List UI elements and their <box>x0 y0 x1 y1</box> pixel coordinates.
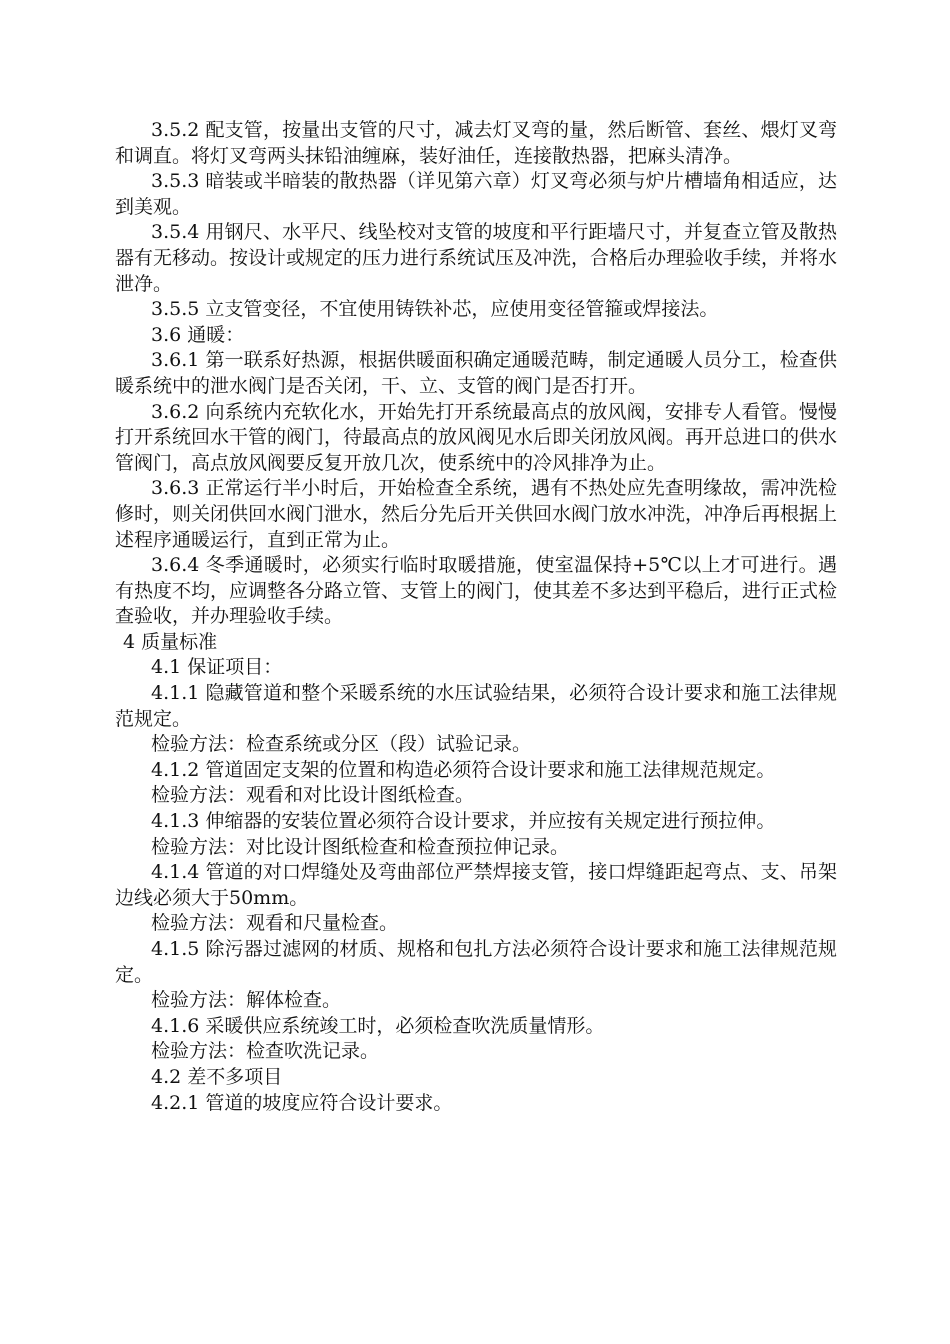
inspection-method-4-1-4: 检验方法：观看和尺量检查。 <box>151 912 399 935</box>
paragraph-4-1-6: 4.1.6 采暖供应系统竣工时，必须检查吹洗质量情形。 <box>151 1014 605 1037</box>
section-heading-4-1: 4.1 保证项目： <box>151 656 283 679</box>
paragraph-3-5-5: 3.5.5 立支管变径，不宜使用铸铁补芯，应使用变径管箍或焊接法。 <box>151 298 719 321</box>
section-heading-4-2: 4.2 差不多项目 <box>151 1065 283 1088</box>
paragraph-4-1-5: 4.1.5 除污器过滤网的材质、规格和包扎方法必须符合设计要求和施工法律规范规定。 <box>115 938 837 986</box>
paragraph-3-5-4: 3.5.4 用钢尺、水平尺、线坠校对支管的坡度和平行距墙尺寸，并复查立管及散热器有无移动。按设计或规定的压力进行系统试压及冲洗，合格后办理验收手续，并将水泄净。 <box>115 221 838 295</box>
paragraph-3-6-4: 3.6.4 冬季通暖时，必须实行临时取暖措施，使室温保持+5℃以上才可进行。遇有热度不均，应调整各分路立管、支管上的阀门，使其差不多达到平稳后，进行正式检查验收，并办理验收手续。 <box>115 554 838 628</box>
paragraph-4-1-3: 4.1.3 伸缩器的安装位置必须符合设计要求，并应按有关规定进行预拉伸。 <box>151 810 776 833</box>
paragraph-4-1-2: 4.1.2 管道固定支架的位置和构造必须符合设计要求和施工法律规范规定。 <box>151 758 776 781</box>
inspection-method-4-1-2: 检验方法：观看和对比设计图纸检查。 <box>151 784 475 807</box>
paragraph-4-1-4: 4.1.4 管道的对口焊缝处及弯曲部位严禁焊接支管，接口焊缝距起弯点、支、吊架边线必须大于50mm。 <box>115 861 837 909</box>
chapter-heading-4: 4 质量标准 <box>123 630 218 653</box>
inspection-method-4-1-5: 检验方法：解体检查。 <box>151 989 342 1012</box>
paragraph-3-5-2: 3.5.2 配支管，按量出支管的尺寸，减去灯叉弯的量，然后断管、套丝、煨灯叉弯和调直。将灯叉弯两头抹铅油缠麻，装好油任，连接散热器，把麻头清净。 <box>115 119 837 167</box>
paragraph-3-6-1: 3.6.1 第一联系好热源，根据供暖面积确定通暖范畴，制定通暖人员分工，检查供暖系统中的泄水阀门是否关闭，干、立、支管的阀门是否打开。 <box>115 349 837 397</box>
section-heading-3-6: 3.6 通暖： <box>151 323 245 346</box>
document-body <box>115 118 837 1116</box>
paragraph-4-1-1: 4.1.1 隐藏管道和整个采暖系统的水压试验结果，必须符合设计要求和施工法律规范规定。 <box>115 682 837 730</box>
inspection-method-4-1-6: 检验方法：检查吹洗记录。 <box>151 1040 380 1063</box>
paragraph-4-2-1: 4.2.1 管道的坡度应符合设计要求。 <box>151 1091 453 1114</box>
inspection-method-4-1-3: 检验方法：对比设计图纸检查和检查预拉伸记录。 <box>151 835 570 858</box>
paragraph-3-6-2: 3.6.2 向系统内充软化水，开始先打开系统最高点的放风阀，安排专人看管。慢慢打开系统回水干管的阀门，待最高点的放风阀见水后即关闭放风阀。再开总进口的供水管阀门，高点放风阀要反复开放几次，使系统中的冷风排净为止。 <box>115 400 838 474</box>
paragraph-3-6-3: 3.6.3 正常运行半小时后，开始检查全系统，遇有不热处应先查明缘故，需冲洗检修时，则关闭供回水阀门泄水，然后分先后开关供回水阀门放水冲洗，冲净后再根据上述程序通暖运行，直到正常为止。 <box>115 477 838 551</box>
inspection-method-4-1-1: 检验方法：检查系统或分区（段）试验记录。 <box>151 733 532 756</box>
paragraph-3-5-3: 3.5.3 暗装或半暗装的散热器（详见第六章）灯叉弯必须与炉片槽墙角相适应，达到美观。 <box>115 170 837 218</box>
